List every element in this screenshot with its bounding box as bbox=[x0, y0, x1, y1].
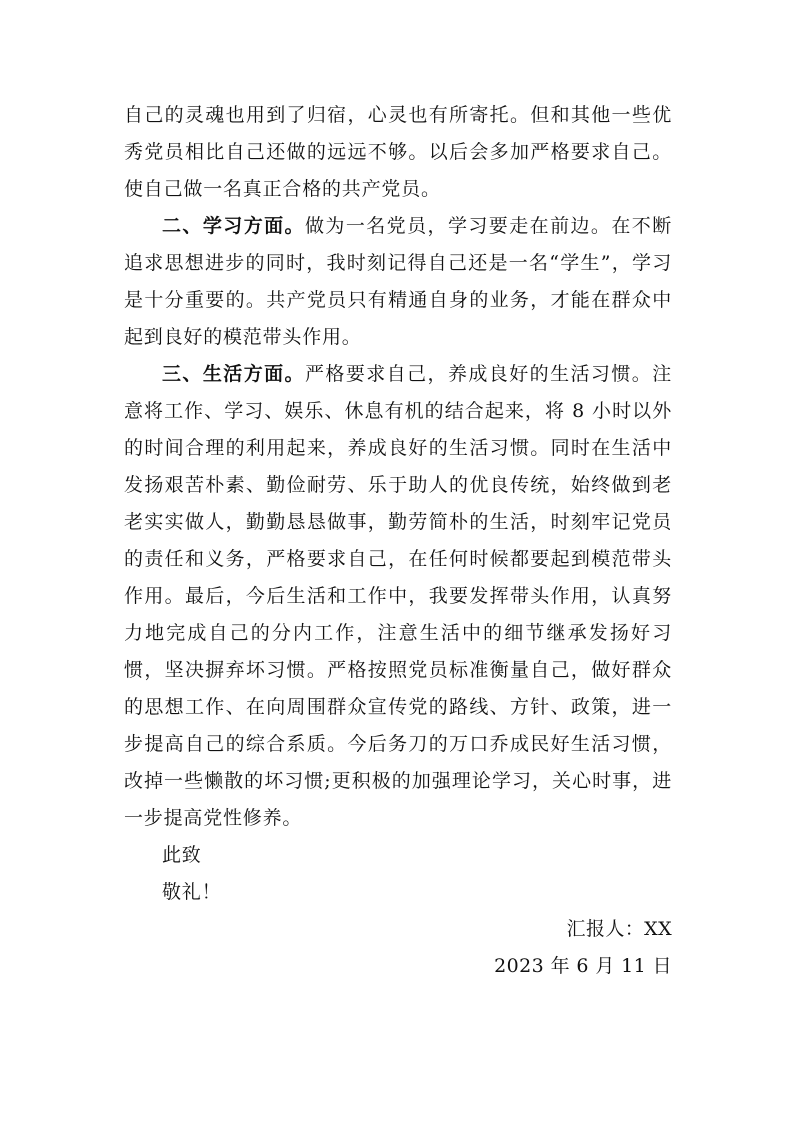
section-study-heading: 二、学习方面。 bbox=[162, 215, 305, 237]
section-study bbox=[124, 208, 672, 356]
reporter-signature: 汇报人：XX bbox=[566, 918, 672, 940]
document-body bbox=[124, 97, 672, 985]
closing-salutation: 此致 bbox=[162, 844, 202, 866]
closing-respect: 敬礼！ bbox=[162, 881, 222, 903]
section-life-heading: 三、生活方面。 bbox=[162, 363, 305, 385]
report-date: 2023 年 6 月 11 日 bbox=[494, 955, 672, 977]
section-life bbox=[124, 356, 672, 837]
section-study-text: 做为一名党员，学习要走在前边。在不断追求思想进步的同时，我时刻记得自己还是一名“学生”，学习是十分重要的。共产党员只有精通自身的业务，才能在群众中起到良好的模范带头作用。 bbox=[124, 215, 672, 348]
paragraph-continuation: 自己的灵魂也用到了归宿，心灵也有所寄托。但和其他一些优秀党员相比自己还做的远远不够。以后会多加严格要求自己。使自己做一名真正合格的共产党员。 bbox=[124, 104, 672, 200]
section-life-text: 严格要求自己，养成良好的生活习惯。注意将工作、学习、娱乐、休息有机的结合起来，将 8 小时以外的时间合理的利用起来，养成良好的生活习惯。同时在生活中发扬艰苦朴素、勤俭耐劳、乐于助人的优良传统，始终做到老老实实做人，勤勤恳恳做事，勤劳简朴的生活，时刻牢记党员的责任和义务，严格要求自己，在任何时候都要起到模范带头作用。最后，今后生活和工作中，我要发挥带头作用，认真努力地完成自己的分内工作，注意生活中的细节继承发扬好习惯，坚决摒弃坏习惯。严格按照党员标准衡量自己，做好群众的思想工作、在向周围群众宣传党的路线、方针、政策，进一步提高自己的综合系质。今后务刀的万口乔成民好生活习惯，改掉一些懒散的坏习惯;更积极的加强理论学习，关心时事，进一步提高党性修养。 bbox=[124, 363, 672, 829]
